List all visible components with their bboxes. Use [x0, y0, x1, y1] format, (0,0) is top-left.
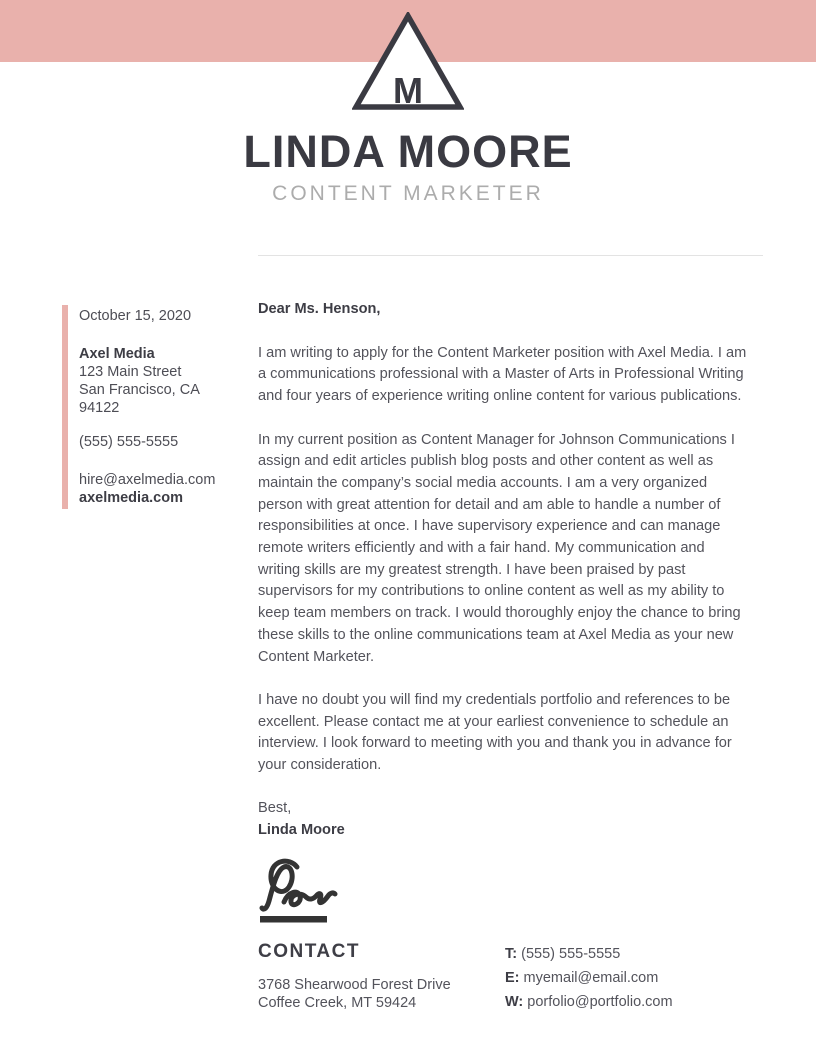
recipient-website: axelmedia.com	[79, 490, 183, 506]
contact-web-row	[505, 990, 765, 1014]
contact-web: porfolio@portfolio.com	[527, 994, 673, 1010]
closing: Best,	[258, 800, 292, 817]
contact-phone: (555) 555-5555	[521, 946, 621, 962]
letter-paragraph: I am writing to apply for the Content Marketer position with Axel Media. I am a communications professional with a Master of Arts in Professional Writing and four years of experience writing online content for various publications.	[258, 344, 747, 405]
recipient-company: Axel Media	[79, 346, 155, 362]
recipient-zip: 94122	[79, 400, 120, 416]
job-title: CONTENT MARKETER	[272, 182, 544, 205]
header-divider	[258, 255, 763, 256]
logo-letter: M	[393, 70, 423, 111]
recipient-sidebar	[62, 305, 252, 509]
signature-name: Linda Moore	[258, 822, 345, 839]
recipient-street: 123 Main Street	[79, 364, 182, 380]
signature-block	[258, 858, 348, 932]
recipient-address-block	[79, 345, 252, 417]
contact-email-row	[505, 966, 765, 990]
recipient-email: hire@axelmedia.com	[79, 472, 216, 488]
contact-street: 3768 Shearwood Forest Drive	[258, 977, 451, 993]
salutation: Dear Ms. Henson,	[258, 301, 381, 317]
letter-body	[258, 299, 750, 932]
recipient-city: San Francisco, CA	[79, 382, 200, 398]
contact-heading: CONTACT	[258, 941, 360, 962]
recipient-phone: (555) 555-5555	[79, 434, 179, 450]
contact-phone-row	[505, 942, 765, 966]
signature-scribble-icon	[258, 858, 348, 924]
contact-email: myemail@email.com	[523, 970, 659, 986]
signature-underline	[260, 916, 327, 923]
page-title-name: LINDA MOORE	[243, 126, 573, 177]
letter-paragraph: I have no doubt you will find my credentials portfolio and references to be excellent. Please contact me at your earliest convenience to schedule an interview. I look forward to meeting with you and thank you in advance for your consideration.	[258, 691, 732, 774]
triangle-monogram-logo	[352, 12, 464, 112]
contact-city: Coffee Creek, MT 59424	[258, 995, 417, 1011]
footer-contact-left	[258, 941, 498, 1012]
footer-contact-right	[505, 942, 765, 1014]
letter-paragraph: In my current position as Content Manager for Johnson Communications I assign and edit articles publish blog posts and other content as well as maintain the company’s social media accounts. I am a very organized person with great attention for detail and am able to handle a number of responsibilities at once. I have supervisory experience and can manage remote writers efficiently and with a fair hand. My communication and writing skills are my greatest strength. I have been praised by past supervisors for my contributions to online content as well as my ability to keep team members on track. I would thoroughly enjoy the chance to bring these skills to the online communications team at Axel Media as your new Content Marketer.	[258, 431, 741, 665]
email-label: E:	[505, 970, 520, 986]
letter-date: October 15, 2020	[79, 308, 192, 324]
web-label: W:	[505, 994, 524, 1010]
phone-label: T:	[505, 946, 518, 962]
